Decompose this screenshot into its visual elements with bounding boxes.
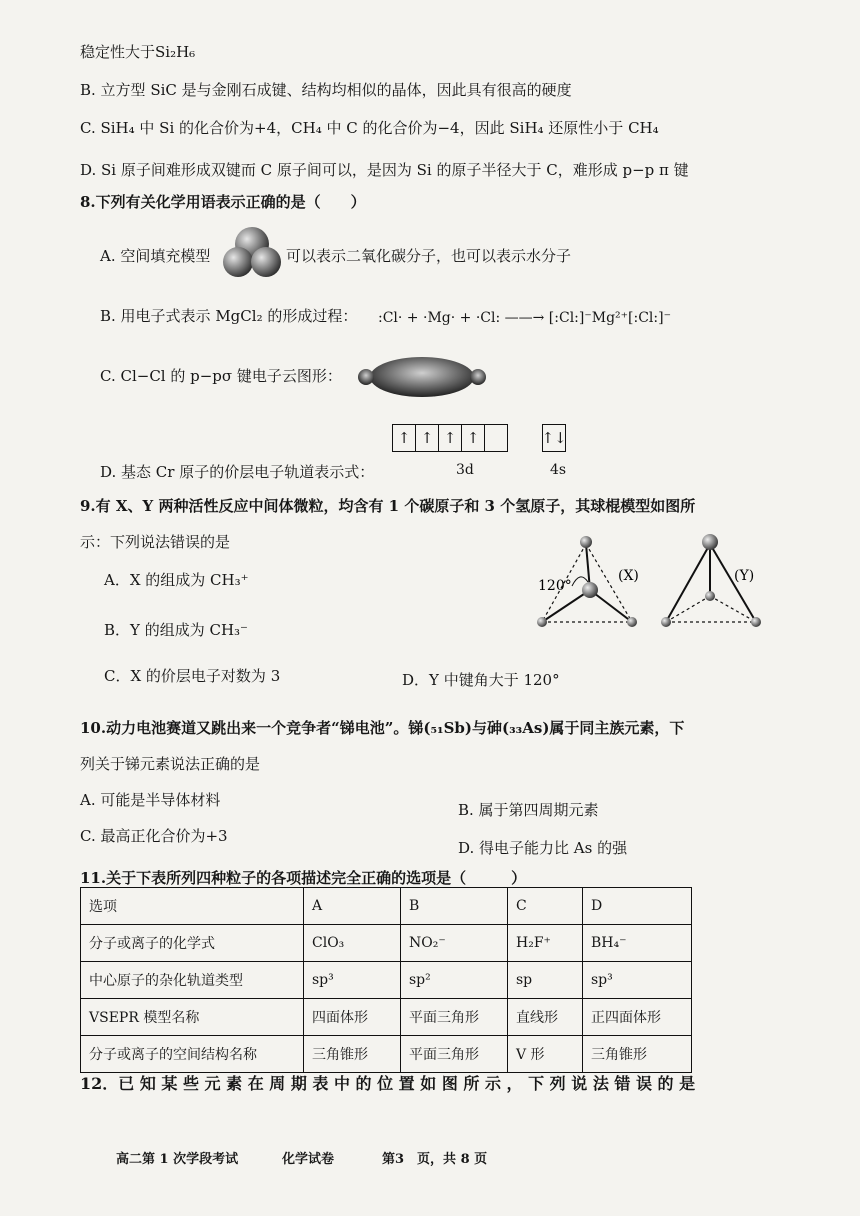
footer-page-number: 第3 页，共 8 页 — [382, 1152, 488, 1167]
orbital-box: ↑ — [461, 425, 484, 451]
q9-option-a: A．X 的组成为 CH₃⁺ — [104, 571, 249, 589]
table-cell: H₂F⁺ — [508, 925, 583, 962]
table-cell: ClO₃ — [304, 925, 401, 962]
q9-option-d: D．Y 中键角大于 120° — [402, 671, 560, 689]
q8-option-a-prefix: A. 空间填充模型 — [100, 247, 211, 265]
label-4s: 4s — [550, 462, 567, 478]
orbital-box — [484, 425, 507, 451]
table-cell: D — [583, 888, 692, 925]
particle-table — [80, 887, 692, 1073]
table-cell: BH₄⁻ — [583, 925, 692, 962]
orbital-4s-box — [542, 424, 566, 452]
table-cell: sp³ — [304, 962, 401, 999]
table-row — [81, 1036, 692, 1073]
table-cell: 中心原子的杂化轨道类型 — [81, 962, 304, 999]
table-cell: V 形 — [508, 1036, 583, 1073]
question-9-stem-line2: 示：下列说法错误的是 — [80, 533, 231, 551]
ball-and-stick-models — [520, 530, 780, 636]
table-cell: 正四面体形 — [583, 999, 692, 1036]
model-y — [661, 534, 761, 627]
table-cell: 四面体形 — [304, 999, 401, 1036]
q8-option-d-text: D. 基态 Cr 原子的价层电子轨道表示式： — [100, 463, 375, 481]
table-cell: 分子或离子的空间结构名称 — [81, 1036, 304, 1073]
table-cell: sp — [508, 962, 583, 999]
orbital-box: ↑↓ — [541, 429, 567, 447]
q10-option-c: C. 最高正化合价为+3 — [80, 827, 228, 845]
table-cell: 分子或离子的化学式 — [81, 925, 304, 962]
table-row — [81, 888, 692, 925]
question-10-stem-line1: 10.动力电池赛道又跳出来一个竞争者“锑电池”。锑(₅₁Sb)与砷(₃₃As)属于同主族元素，下 — [80, 719, 685, 737]
option-b: B. 立方型 SiC 是与金刚石成键、结构均相似的晶体，因此具有很高的硬度 — [80, 81, 572, 99]
electron-cloud-icon — [356, 354, 488, 400]
orbital-box: ↑ — [415, 425, 438, 451]
x-label: (X) — [618, 568, 639, 584]
footer-exam: 高二第 1 次学段考试 — [116, 1152, 239, 1167]
table-cell: 三角锥形 — [304, 1036, 401, 1073]
table-cell: sp³ — [583, 962, 692, 999]
q9-option-b: B．Y 的组成为 CH₃⁻ — [104, 621, 248, 639]
label-3d: 3d — [456, 462, 474, 478]
table-cell: sp² — [401, 962, 508, 999]
question-9-stem-line1: 9.有 X、Y 两种活性反应中间体微粒，均含有 1 个碳原子和 3 个氢原子，其球棍模型如图所 — [80, 497, 696, 515]
q8-option-a-suffix: 可以表示二氧化碳分子，也可以表示水分子 — [286, 247, 572, 265]
q9-option-c: C．X 的价层电子对数为 3 — [104, 667, 281, 685]
space-filling-model-icon — [220, 224, 284, 280]
question-12-stem: 12．已 知 某 些 元 素 在 周 期 表 中 的 位 置 如 图 所 示 ， 下 列 说 法 错 误 的 是 — [80, 1074, 696, 1093]
table-cell: 平面三角形 — [401, 1036, 508, 1073]
q10-option-d: D. 得电子能力比 As 的强 — [458, 839, 628, 857]
table-cell: 三角锥形 — [583, 1036, 692, 1073]
table-cell: A — [304, 888, 401, 925]
table-row — [81, 962, 692, 999]
q10-option-b: B. 属于第四周期元素 — [458, 801, 599, 819]
question-8-stem: 8.下列有关化学用语表示正确的是（ ） — [80, 193, 366, 211]
option-c: C. SiH₄ 中 Si 的化合价为+4，CH₄ 中 C 的化合价为−4，因此 SiH₄ 还原性小于 CH₄ — [80, 119, 659, 137]
q8-option-c-text: C. Cl−Cl 的 p−pσ 键电子云图形： — [100, 367, 342, 385]
y-label: (Y) — [734, 568, 755, 584]
model-x — [537, 536, 639, 627]
q10-option-a: A. 可能是半导体材料 — [80, 791, 221, 809]
table-cell: 选项 — [81, 888, 304, 925]
q8-option-b-text: B. 用电子式表示 MgCl₂ 的形成过程： — [100, 307, 358, 325]
table-cell: VSEPR 模型名称 — [81, 999, 304, 1036]
table-cell: 平面三角形 — [401, 999, 508, 1036]
table-cell: 直线形 — [508, 999, 583, 1036]
table-row — [81, 925, 692, 962]
option-a-tail: 稳定性大于Si₂H₆ — [80, 43, 196, 61]
question-11-stem: 11.关于下表所列四种粒子的各项描述完全正确的选项是（ ） — [80, 869, 527, 887]
orbital-box: ↑ — [397, 429, 411, 447]
table-row — [81, 999, 692, 1036]
angle-label: 120° — [538, 578, 572, 594]
table-cell: NO₂⁻ — [401, 925, 508, 962]
orbital-3d-boxes — [392, 424, 508, 452]
electron-formula: :Cl· + ·Mg· + ·Cl: ——→ [:Cl:]⁻Mg²⁺[:Cl:]⁻ — [378, 310, 671, 326]
footer-subject: 化学试卷 — [282, 1152, 335, 1167]
orbital-box: ↑ — [438, 425, 461, 451]
table-cell: C — [508, 888, 583, 925]
table-cell: B — [401, 888, 508, 925]
question-10-stem-line2: 列关于锑元素说法正确的是 — [80, 755, 261, 773]
option-d: D. Si 原子间难形成双键而 C 原子间可以，是因为 Si 的原子半径大于 C，难形成 p−p π 键 — [80, 161, 689, 179]
